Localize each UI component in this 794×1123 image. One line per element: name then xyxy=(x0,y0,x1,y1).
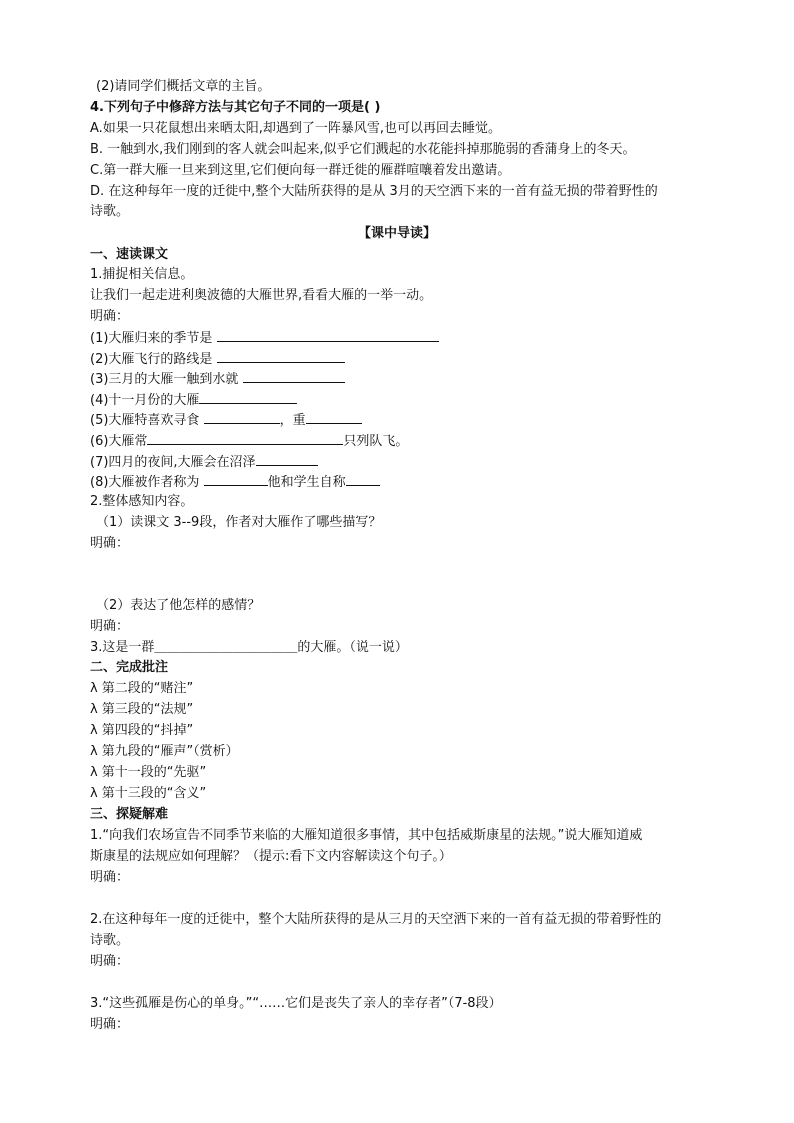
section-title: 【课中导读】 xyxy=(357,226,436,241)
fill-item-8 xyxy=(90,471,380,491)
bullet-lambda-icon: λ xyxy=(90,786,98,801)
part1-item1: 1.捕捉相关信息。 xyxy=(90,267,194,282)
annotation-item xyxy=(90,763,206,783)
annotation-item xyxy=(90,742,239,762)
option-b: B. 一触到水,我们刚到的客人就会叫起来,似乎它们溅起的水花能抖掉那脆弱的香蒲身上的冬天。 xyxy=(90,142,636,157)
question-4: 4.下列句子中修辞方法与其它句子不同的一项是( ) xyxy=(90,100,381,115)
fill-blank-6[interactable] xyxy=(147,430,343,445)
fill-blank-3[interactable] xyxy=(243,368,345,383)
question-2-summary: (2)请同学们概括文章的主旨。 xyxy=(96,79,271,94)
part1-subq1: （1）读课文 3--9段，作者对大雁作了哪些描写？ xyxy=(96,515,382,530)
annotation-text: 第四段的“抖掉” xyxy=(101,723,194,738)
part1-heading: 一、速读课文 xyxy=(90,247,169,262)
fill-item-2-text: (2)大雁飞行的路线是 xyxy=(90,352,217,367)
mingque-label-3: 明确： xyxy=(90,619,130,634)
part3-q2: 2.在这种每年一度的迁徙中，整个大陆所获得的是从三月的天空洒下来的一首有益无损的带着野性的 xyxy=(90,912,662,927)
part1-item2: 2.整体感知内容。 xyxy=(90,494,194,509)
fill-item-1-text: (1)大雁归来的季节是 xyxy=(90,331,217,346)
option-d: D. 在这种每年一度的迁徙中,整个大陆所获得的是从 3月的天空洒下来的一首有益无损的带着野性的 xyxy=(90,184,658,199)
bullet-lambda-icon: λ xyxy=(90,723,98,738)
part3-q3: 3.“这些孤雁是伤心的单身。”“……它们是丧失了亲人的幸存者”（7-8段） xyxy=(90,996,502,1011)
part3-heading: 三、探疑解难 xyxy=(90,807,169,822)
fill-item-7 xyxy=(90,451,318,471)
fill-blank-2[interactable] xyxy=(217,348,345,363)
part2-heading: 二、完成批注 xyxy=(90,660,169,675)
fill-item-6-text: (6)大雁常 xyxy=(90,434,148,449)
annotation-item xyxy=(90,721,193,741)
fill-blank-5b[interactable] xyxy=(306,409,362,424)
annotation-item xyxy=(90,679,193,699)
annotation-item xyxy=(90,784,206,804)
mingque-label-5: 明确： xyxy=(90,954,130,969)
mingque-label-2: 明确： xyxy=(90,536,130,551)
fill-item-3 xyxy=(90,368,345,388)
part1-item3: 3.这是一群＿＿＿＿＿＿＿＿＿＿＿的大雁。（说一说） xyxy=(90,640,408,655)
fill-blank-5a[interactable] xyxy=(204,409,280,424)
fill-item-5-mid: ，重 xyxy=(279,413,306,428)
option-a: A.如果一只花鼠想出来晒太阳,却遇到了一阵暴风雪,也可以再回去睡觉。 xyxy=(90,121,502,136)
fill-item-6-post: 只列队飞。 xyxy=(343,434,409,449)
fill-blank-7[interactable] xyxy=(256,451,318,466)
bullet-lambda-icon: λ xyxy=(90,765,98,780)
mingque-label-4: 明确： xyxy=(90,870,130,885)
fill-blank-8b[interactable] xyxy=(346,471,380,486)
part3-q1-continued: 斯康星的法规应如何理解？（提示:看下文内容解读这个句子。） xyxy=(90,849,452,864)
part3-q1: 1.“向我们农场宣告不同季节来临的大雁知道很多事情，其中包括威斯康星的法规。”说大雁知道威 xyxy=(90,828,643,843)
annotation-text: 第九段的“雁声”（赏析） xyxy=(101,744,239,759)
fill-item-8-text: (8)大雁被作者称为 xyxy=(90,475,204,490)
option-c: C.第一群大雁一旦来到这里,它们便向每一群迁徙的雁群喧嚷着发出邀请。 xyxy=(90,163,511,178)
annotation-item xyxy=(90,700,193,720)
fill-blank-1[interactable] xyxy=(217,327,439,342)
bullet-lambda-icon: λ xyxy=(90,681,98,696)
annotation-text: 第十一段的“先驱” xyxy=(101,765,207,780)
fill-item-4 xyxy=(90,389,297,409)
fill-blank-4[interactable] xyxy=(199,389,297,404)
fill-item-3-text: (3)三月的大雁一触到水就 xyxy=(90,372,243,387)
fill-item-4-text: (4)十一月份的大雁 xyxy=(90,393,200,408)
mingque-label: 明确： xyxy=(90,309,130,324)
mingque-label-6: 明确： xyxy=(90,1017,130,1032)
fill-item-6 xyxy=(90,430,408,450)
fill-item-8-mid: 他和学生自称 xyxy=(267,475,346,490)
bullet-lambda-icon: λ xyxy=(90,702,98,717)
fill-item-7-text: (7)四月的夜间,大雁会在沼泽 xyxy=(90,455,256,470)
fill-blank-8a[interactable] xyxy=(204,471,268,486)
fill-item-1 xyxy=(90,327,439,347)
fill-item-5 xyxy=(90,409,362,429)
bullet-lambda-icon: λ xyxy=(90,744,98,759)
part1-subq2: （2）表达了他怎样的感情？ xyxy=(96,598,261,613)
annotation-text: 第二段的“赌注” xyxy=(101,681,194,696)
fill-item-5-text: (5)大雁特喜欢寻食 xyxy=(90,413,204,428)
option-d-continued: 诗歌。 xyxy=(90,204,130,219)
part3-q2-continued: 诗歌。 xyxy=(90,933,130,948)
annotation-text: 第十三段的“含义” xyxy=(101,786,207,801)
fill-item-2 xyxy=(90,348,345,368)
annotation-text: 第三段的“法规” xyxy=(101,702,194,717)
part1-intro: 让我们一起走进利奥波德的大雁世界,看看大雁的一举一动。 xyxy=(90,288,433,303)
